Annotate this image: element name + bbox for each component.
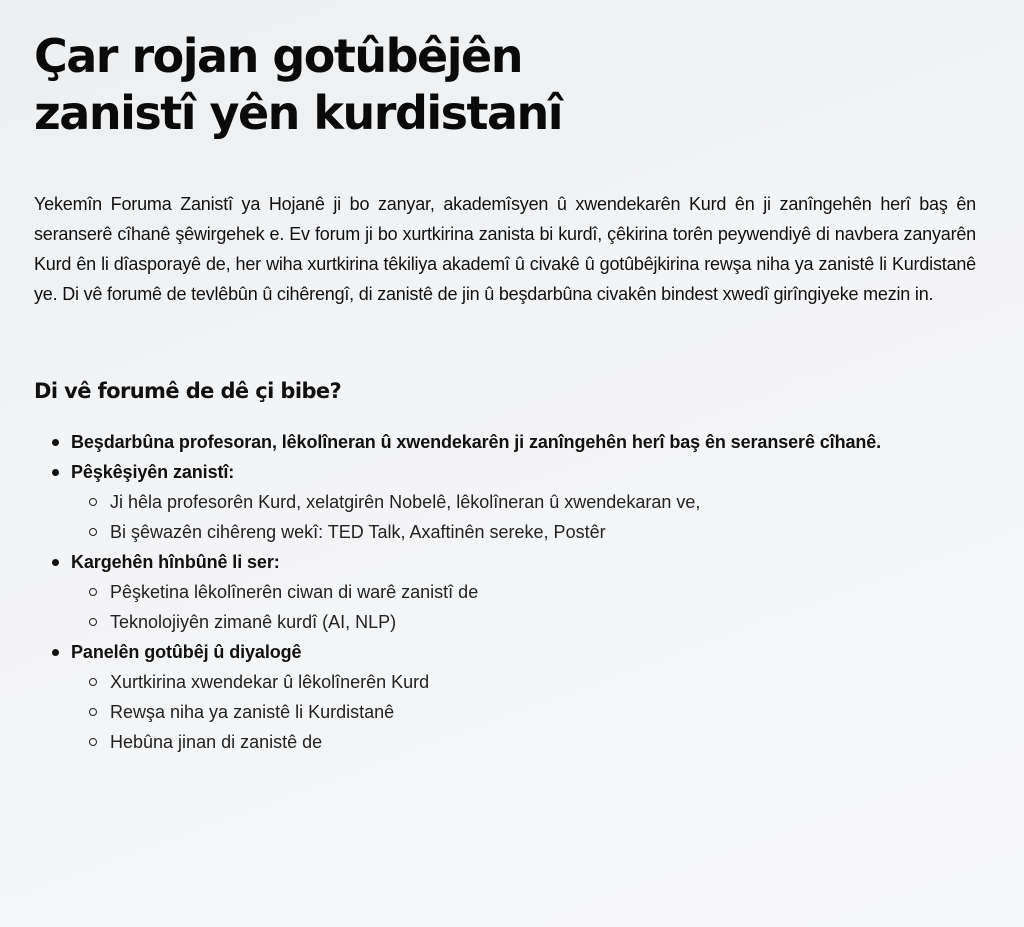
circle-bullet-icon [89,498,97,506]
bullet-icon [52,439,59,446]
intro-paragraph: Yekemîn Foruma Zanistî ya Hojanê ji bo zanyar, akademîsyen û xwendekarên Kurd ên ji zanîngehên herî baş ên seranserê cîhanê şêwirgehek e. Ev forum ji bo xurtkirina zanista bi kurdî, çêkirina torên peywendiyê di navbera zanyarên Kurd ên li dîasporayê de, her wiha xurtkirina têkiliya akademî û civakê û gotûbêjkirina rewşa niha ya zanistê li Kurdistanê ye. Di vê forumê de tevlêbûn û cihêrengî, di zanistê de jin û beşdarbûna civakên bindest xwedî girîngiyeke mezin in. [34,194,976,304]
agenda-sublist [71,487,976,547]
bullet-icon [52,559,59,566]
agenda-subitem-text: Teknolojiyên zimanê kurdî (AI, NLP) [110,612,397,632]
agenda-sublist [71,577,976,637]
agenda-item [34,547,976,637]
circle-bullet-icon [89,528,97,536]
agenda-item-label: Pêşkêşiyên zanistî: [71,462,235,482]
agenda-subitem [71,667,976,697]
agenda-item [34,457,976,547]
agenda-subitem-text: Rewşa niha ya zanistê li Kurdistanê [110,702,395,722]
section-heading: Di vê forumê de dê çi bibe? [34,379,342,403]
agenda-subitem [71,697,976,727]
circle-bullet-icon [89,708,97,716]
agenda-subitem [71,487,976,517]
circle-bullet-icon [89,738,97,746]
agenda-item-label: Panelên gotûbêj û diyalogê [71,642,302,662]
circle-bullet-icon [89,588,97,596]
agenda-sublist [71,667,976,757]
agenda-item-label: Kargehên hînbûnê li ser: [71,552,280,572]
agenda-subitem [71,727,976,757]
circle-bullet-icon [89,678,97,686]
agenda-item [34,637,976,757]
page-title: Çar rojan gotûbêjên zanistî yên kurdistanî [34,29,563,140]
agenda-subitem-text: Pêşketina lêkolînerên ciwan di warê zanistî de [110,582,479,602]
agenda-subitem [71,607,976,637]
forum-description [34,28,976,757]
circle-bullet-icon [89,618,97,626]
agenda-item-label: Beşdarbûna profesoran, lêkolîneran û xwendekarên ji zanîngehên herî baş ên seranserê cîhanê. [71,432,882,452]
agenda-subitem [71,577,976,607]
agenda-subitem-text: Ji hêla profesorên Kurd, xelatgirên Nobelê, lêkolîneran û xwendekaran ve, [110,492,701,512]
agenda-item [34,427,976,457]
bullet-icon [52,469,59,476]
agenda-list [34,427,976,757]
bullet-icon [52,649,59,656]
agenda-subitem-text: Xurtkirina xwendekar û lêkolînerên Kurd [110,672,430,692]
agenda-subitem-text: Hebûna jinan di zanistê de [110,732,323,752]
agenda-subitem-text: Bi şêwazên cihêreng wekî: TED Talk, Axaftinên sereke, Postêr [110,522,606,542]
agenda-subitem [71,517,976,547]
